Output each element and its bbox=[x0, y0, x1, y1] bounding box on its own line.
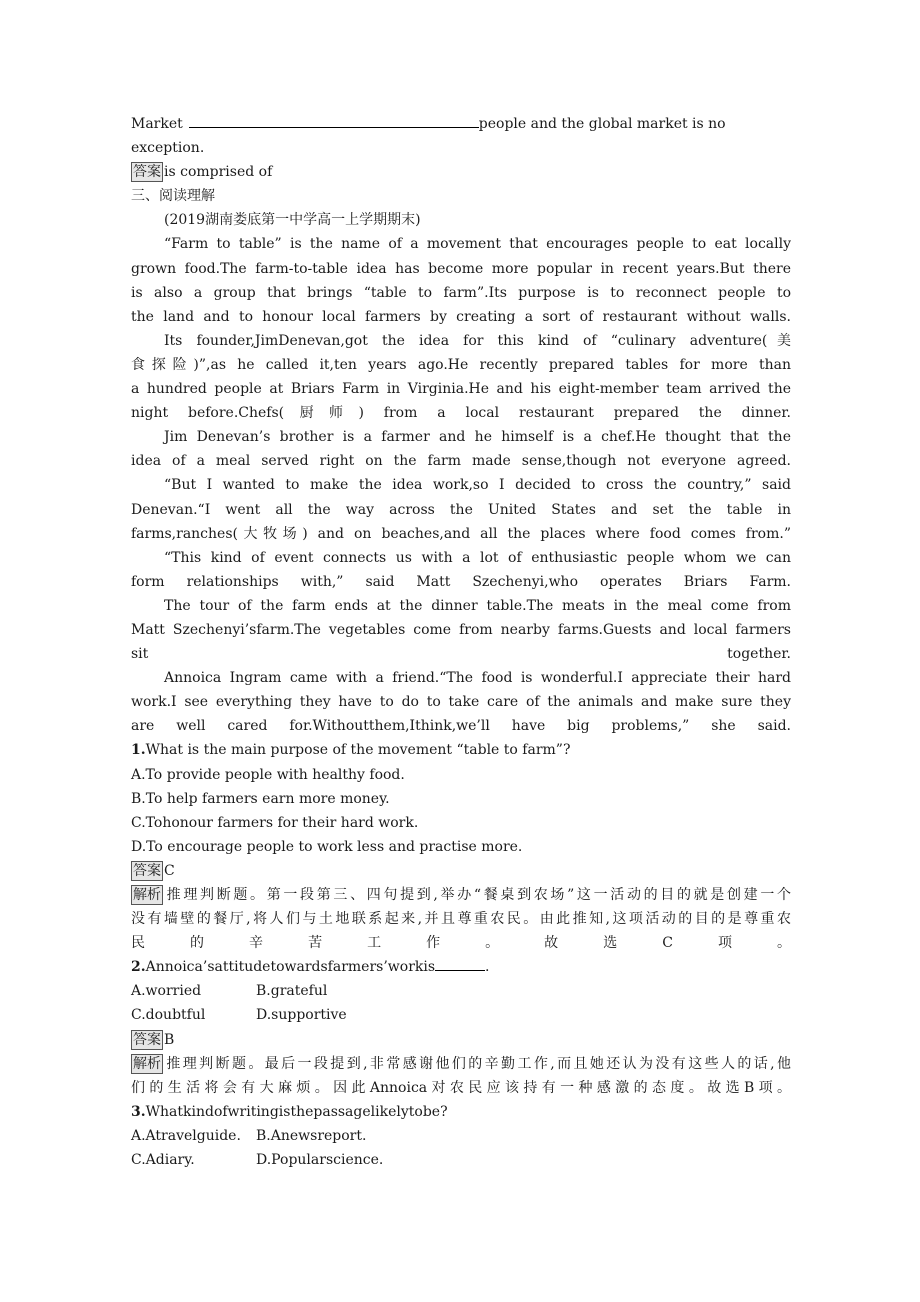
paragraph-line: Matt Szechenyi’sfarm.The vegetables come from nearby farms.Guests and local farmers bbox=[131, 621, 791, 638]
paragraph-line: is also a group that brings “table to farm”.Its purpose is to reconnect people to bbox=[131, 284, 791, 301]
question-number: 3. bbox=[131, 1103, 146, 1120]
option-b: B.grateful bbox=[256, 983, 328, 1000]
question-text: What is the main purpose of the movement “table to farm”? bbox=[145, 742, 571, 759]
option-d: D.Popularscience. bbox=[256, 1152, 384, 1169]
fill-in-prefix: Market bbox=[131, 116, 183, 132]
fill-in-line-1 bbox=[131, 112, 791, 136]
paragraph-line: a hundred people at Briars Farm in Virginia.He and his eight-member team arrived the bbox=[131, 381, 791, 398]
question-text: Annoica’sattitudetowardsfarmers’workis bbox=[145, 959, 436, 976]
document-page bbox=[131, 112, 791, 1172]
paragraph-line: the land and to honour local farmers by creating a sort of restaurant without walls. bbox=[131, 308, 791, 325]
option-c: C.doubtful bbox=[131, 1007, 206, 1024]
option-a: A.Atravelguide. bbox=[131, 1127, 241, 1144]
answer-line bbox=[131, 1028, 791, 1052]
question-text: Whatkindofwritingisthepassagelikelytobe? bbox=[145, 1103, 448, 1120]
fill-in-answer bbox=[131, 160, 791, 184]
paragraph bbox=[131, 425, 791, 473]
paragraph-line: farms,ranches(大牧场) and on beaches,and all the places where food comes from.” bbox=[131, 525, 791, 542]
section-heading: 三、阅读理解 bbox=[131, 188, 215, 205]
paragraph-line: are well cared for.Withoutthem,Ithink,we’ll have big problems,” she said. bbox=[131, 718, 791, 735]
options-row-2 bbox=[131, 1003, 791, 1027]
paragraph bbox=[131, 546, 791, 594]
answer-text: is comprised of bbox=[164, 164, 273, 181]
paragraph-line: idea of a meal served right on the farm made sense,though not everyone agreed. bbox=[131, 453, 791, 470]
paragraph-line: sit together. bbox=[131, 646, 791, 663]
analysis-badge: 解析 bbox=[133, 887, 161, 903]
question-stem bbox=[131, 1100, 791, 1124]
option-a: A.To provide people with healthy food. bbox=[131, 766, 405, 783]
question-3 bbox=[131, 1100, 791, 1172]
answer-value: B bbox=[164, 1031, 175, 1048]
answer-blank bbox=[189, 113, 479, 128]
section-source: (2019湖南娄底第一中学高一上学期期末) bbox=[164, 212, 421, 229]
paragraph-line: grown food.The farm-to-table idea has become more popular in recent years.But there bbox=[131, 260, 791, 277]
paragraph-line: The tour of the farm ends at the dinner table.The meats in the meal come from bbox=[164, 597, 791, 614]
paragraph-line: work.I see everything they have to do to take care of the animals and make sure they bbox=[131, 694, 791, 711]
answer-badge: 答案 bbox=[133, 1031, 161, 1048]
analysis-line: 没有墙壁的餐厅,将人们与土地联系起来,并且尊重农民。由此推知,这项活动的目的是尊重农 bbox=[131, 911, 791, 928]
options-row-1 bbox=[131, 979, 791, 1003]
question-stem bbox=[131, 955, 791, 979]
answer-value: C bbox=[164, 862, 175, 879]
answer-badge: 答案 bbox=[133, 862, 161, 879]
analysis-text: 推理判断题。第一段第三、四句提到,举办“餐桌到农场”这一活动的目的就是创建一个 bbox=[164, 887, 791, 903]
fill-in-line-2: exception. bbox=[131, 140, 205, 157]
answer-badge: 答案 bbox=[133, 164, 161, 181]
paragraph bbox=[131, 329, 791, 425]
paragraph-line: 食探险)”,as he called it,ten years ago.He recently prepared tables for more than bbox=[131, 356, 791, 373]
question-text-end: . bbox=[485, 959, 490, 976]
option-c: C.Tohonour farmers for their hard work. bbox=[131, 814, 419, 831]
paragraph bbox=[131, 473, 791, 545]
option-a: A.worried bbox=[131, 983, 202, 1000]
paragraph bbox=[131, 666, 791, 738]
option-b: B.To help farmers earn more money. bbox=[131, 790, 390, 807]
paragraph-line: night before.Chefs(厨师) from a local restaurant prepared the dinner. bbox=[131, 405, 791, 422]
question-1 bbox=[131, 738, 791, 955]
analysis-line bbox=[131, 883, 791, 907]
paragraph bbox=[131, 594, 791, 666]
analysis-text: 推理判断题。最后一段提到,非常感谢他们的辛勤工作,而且她还认为没有这些人的话,他 bbox=[164, 1055, 791, 1072]
option-c: C.Adiary. bbox=[131, 1152, 195, 1169]
analysis-line: 民的辛苦工作。故选C项。 bbox=[131, 935, 791, 952]
paragraph-line: “But I wanted to make the idea work,so I decided to cross the country,” said bbox=[164, 477, 791, 494]
paragraph-line: form relationships with,” said Matt Szechenyi,who operates Briars Farm. bbox=[131, 573, 791, 590]
paragraph-line: “Farm to table” is the name of a movement that encourages people to eat locally bbox=[164, 236, 791, 253]
option-d: D.To encourage people to work less and practise more. bbox=[131, 838, 523, 855]
paragraph-line: Jim Denevan’s brother is a farmer and he himself is a chef.He thought that the bbox=[164, 429, 791, 446]
paragraph-line: Denevan.“I went all the way across the United States and set the table in bbox=[131, 501, 791, 518]
fill-in-suffix: people and the global market is no bbox=[478, 116, 726, 132]
analysis-line: 们的生活将会有大麻烦。因此Annoica对农民应该持有一种感激的态度。故选B项。 bbox=[131, 1079, 791, 1096]
analysis-badge: 解析 bbox=[133, 1055, 161, 1072]
answer-blank bbox=[435, 956, 485, 971]
paragraph-line: Annoica Ingram came with a friend.“The food is wonderful.I appreciate their hard bbox=[164, 670, 791, 687]
option-b: B.Anewsreport. bbox=[256, 1127, 367, 1144]
paragraph-line: Its founder,JimDenevan,got the idea for this kind of “culinary adventure(美 bbox=[164, 332, 791, 349]
options-row-2 bbox=[131, 1148, 791, 1172]
paragraph bbox=[131, 232, 791, 328]
question-number: 1. bbox=[131, 742, 146, 759]
question-stem bbox=[131, 738, 791, 762]
options-row-1 bbox=[131, 1124, 791, 1148]
answer-line bbox=[131, 859, 791, 883]
question-number: 2. bbox=[131, 959, 146, 976]
passage bbox=[131, 232, 791, 738]
paragraph-line: “This kind of event connects us with a lot of enthusiastic people whom we can bbox=[164, 549, 791, 566]
analysis-line bbox=[131, 1052, 791, 1076]
option-d: D.supportive bbox=[256, 1007, 347, 1024]
question-2 bbox=[131, 955, 791, 1100]
